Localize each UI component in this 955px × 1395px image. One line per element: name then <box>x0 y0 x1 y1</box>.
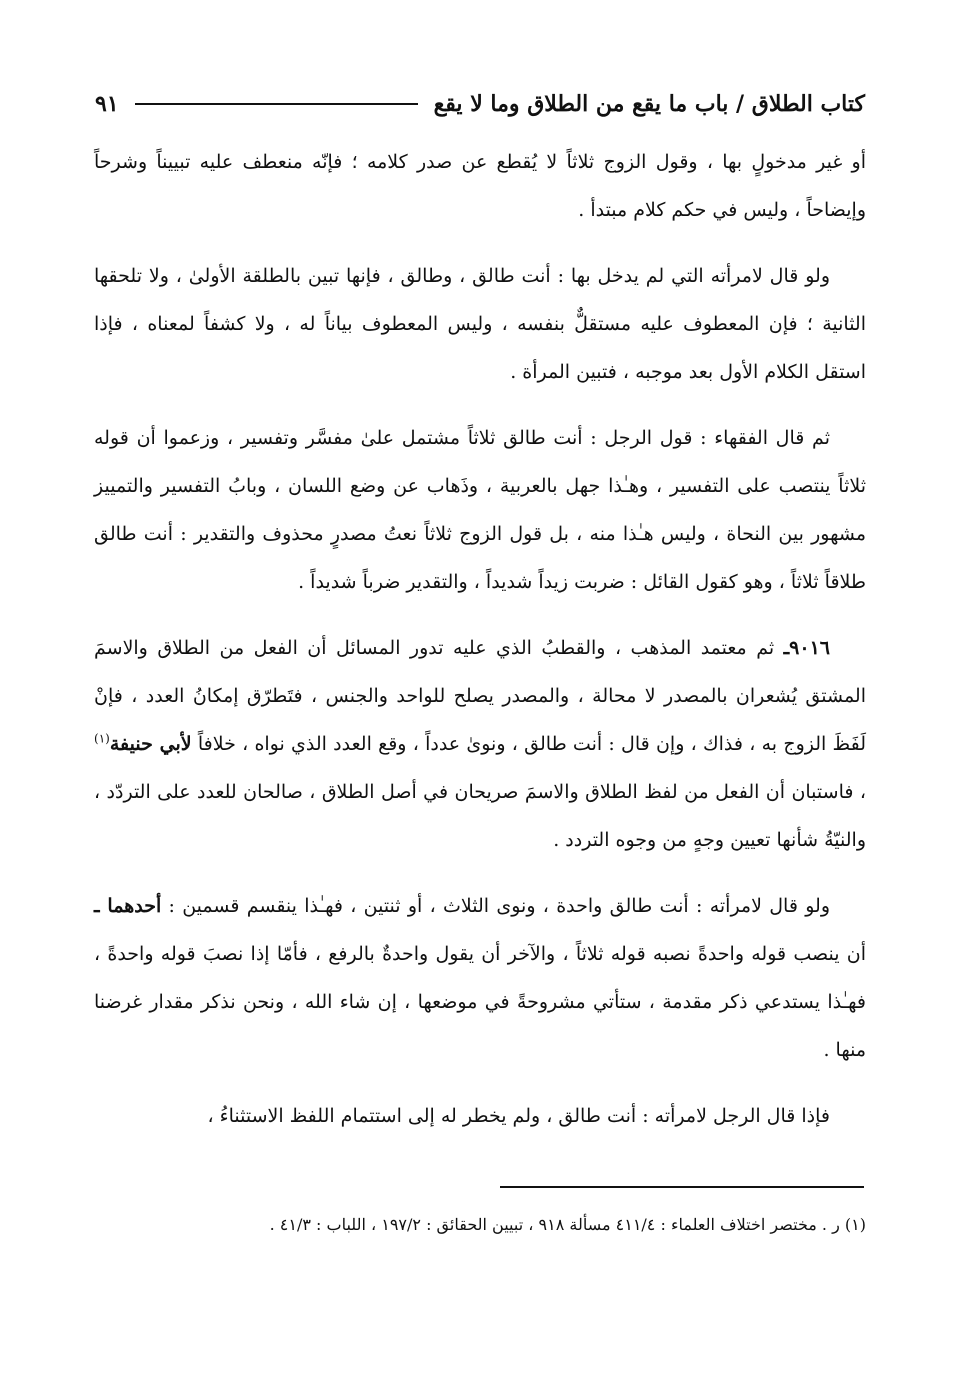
division-label: أحدهما ـ <box>94 895 162 917</box>
paragraph-5 <box>94 882 866 1074</box>
page-number: ٩١ <box>95 91 119 117</box>
paragraph-5-text-b: أن ينصب قوله واحدةً نصبه قوله ثلاثاً ، والآخر أن يقول واحدةٌ بالرفع ، فأمّا إذا نصبَ قوله واحدةً ، فهـٰذا يستدعي ذكر مقدمة ، ستأتي مشروحةً في موضعها ، إن شاء الله ، ونحن نذكر مقدار غرضنا منها . <box>94 943 867 1061</box>
footnote: (١) ر . مختصر اختلاف العلماء : ٤١١/٤ مسألة ٩١٨ ، تبيين الحقائق : ١٩٧/٢ ، اللباب : ٤١/٣ . <box>269 1215 866 1234</box>
paragraph-5-text-a: ولو قال لامرأته : أنت طالق واحدة ، ونوى الثلاث ، أو ثنتين ، فهـٰذا ينقسم قسمين : <box>161 895 830 917</box>
header-rule <box>135 103 418 105</box>
cited-name: لأبي حنيفة <box>109 733 192 755</box>
issue-number: ٩٠١٦ـ <box>783 637 830 659</box>
running-header <box>95 84 865 124</box>
paragraph-6: فإذا قال الرجل لامرأته : أنت طالق ، ولم يخطر له إلى استتمام اللفظ الاستثناءُ ، <box>207 1105 830 1127</box>
paragraph-4-text-a: ثم معتمد المذهب ، والقطبُ الذي عليه تدور المسائل أن الفعل من الطلاق والاسمَ المشتق يُشعران بالمصدر لا محالة ، والمصدر يصلح للواحد والجنس ، فتَطرّق إمكانُ العدد ، فإنْ لَفَظَ الزوج به ، فذاك ، وإن قال : أنت طالق ، ونوىٰ عدداً ، وقع العدد الذي نواه ، خلافاً <box>94 637 866 755</box>
paragraph-4-text-b: ، فاستبان أن الفعل من لفظ الطلاق والاسمَ صريحان في أصل الطلاق ، صالحان للعدد على التردّد ، والنيّةُ شأنها تعيين وجهٍ من وجوه التردد . <box>94 781 866 851</box>
header-title: كتاب الطلاق / باب ما يقع من الطلاق وما لا يقع <box>433 91 865 117</box>
paragraph-2: ولو قال لامرأته التي لم يدخل بها : أنت طالق ، وطالق ، فإنها تبين بالطلقة الأولىٰ ، ولا تلحقها الثانية ؛ فإن المعطوف عليه مستقلٌّ بنفسه ، وليس المعطوف بياناً له ، ولا كشفاً لمعناه ، فإذا استقل الكلام الأول بعد موجبه ، فتبين المرأة . <box>94 265 866 383</box>
paragraph-3: ثم قال الفقهاء : قول الرجل : أنت طالق ثلاثاً مشتمل علىٰ مفسَّر وتفسير ، وزعموا أن قوله ثلاثاً ينتصب على التفسير ، وهـٰذا جهل بالعربية ، وذَهاب عن وضع اللسان ، وبابُ التفسير والتمييز مشهور بين النحاة ، وليس هـٰذا منه ، بل قول الزوج ثلاثاً نعتُ مصدرٍ محذوف والتقدير : أنت طالق طلاقاً ثلاثاً ، وهو كقول القائل : ضربت زيداً شديداً ، والتقدير ضرباً شديداً . <box>94 427 866 593</box>
paragraph-4 <box>94 624 866 864</box>
footnote-rule <box>500 1186 864 1188</box>
footnote-marker[interactable]: (١) <box>94 731 110 746</box>
main-text <box>94 138 866 1158</box>
paragraph-1: أو غير مدخولٍ بها ، وقول الزوج ثلاثاً لا يُقطع عن صدر كلامه ؛ فإنّه منعطف عليه تبييناً وشرحاً وإيضاحاً ، وليس في حكم كلام مبتدأ . <box>94 151 866 221</box>
